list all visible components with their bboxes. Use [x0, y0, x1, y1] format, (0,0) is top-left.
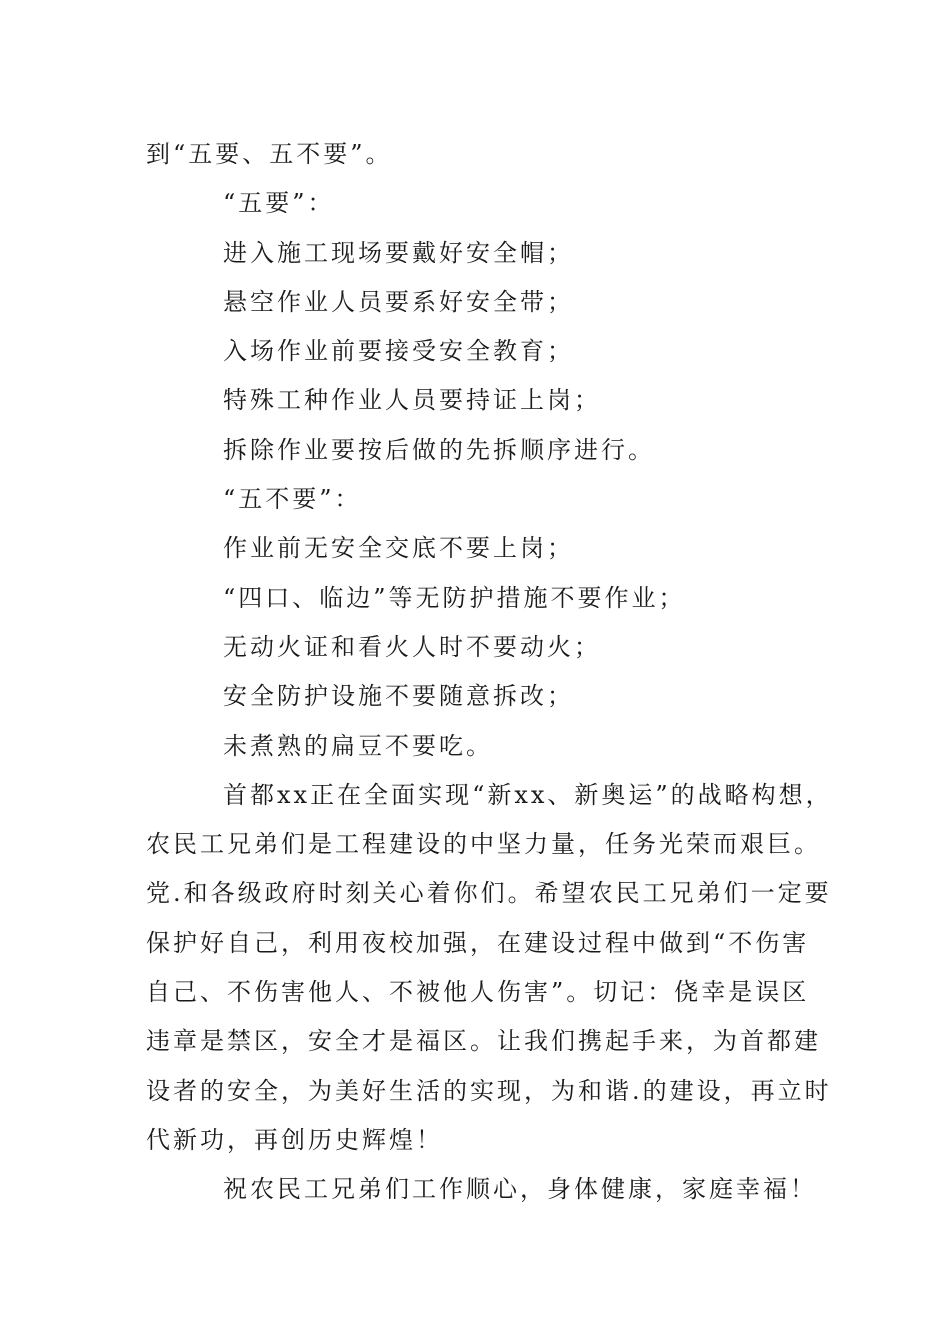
paragraph-line: 代新功，再创历史辉煌！ — [146, 1125, 443, 1154]
list-item: 悬空作业人员要系好安全带； — [223, 287, 574, 316]
list-item: 作业前无安全交底不要上岗； — [223, 534, 574, 563]
list-heading: “五要”： — [223, 189, 335, 218]
list-item: “四口、临边”等无防护措施不要作业； — [223, 583, 686, 612]
list-item: 特殊工种作业人员要持证上岗； — [223, 386, 601, 415]
text-line: 到“五要、五不要”。 — [146, 140, 393, 168]
paragraph-line: 保护好自己，利用夜校加强，在建设过程中做到“不伤害 — [146, 928, 810, 957]
closing-line: 祝农民工兄弟们工作顺心，身体健康，家庭幸福！ — [223, 1175, 817, 1204]
list-item: 无动火证和看火人时不要动火； — [223, 632, 601, 661]
paragraph-line: 党.和各级政府时刻关心着你们。希望农民工兄弟们一定要 — [146, 879, 832, 908]
paragraph-line: 首都xx正在全面实现“新xx、新奥运”的战略构想， — [223, 780, 833, 809]
list-item: 拆除作业要按后做的先拆顺序进行。 — [223, 435, 655, 464]
paragraph-line: 自己、不伤害他人、不被他人伤害”。切记：侥幸是误区 — [146, 978, 810, 1007]
list-heading: “五不要”： — [223, 485, 362, 514]
document-body — [146, 130, 836, 1215]
paragraph-line: 设者的安全，为美好生活的实现，为和谐.的建设，再立时 — [146, 1076, 832, 1105]
list-item: 入场作业前要接受安全教育； — [223, 337, 574, 366]
list-item: 安全防护设施不要随意拆改； — [223, 682, 574, 711]
list-item: 未煮熟的扁豆不要吃。 — [223, 731, 493, 760]
list-item: 进入施工现场要戴好安全帽； — [223, 238, 574, 267]
paragraph-line: 违章是禁区，安全才是福区。让我们携起手来，为首都建 — [146, 1027, 821, 1056]
paragraph-line: 农民工兄弟们是工程建设的中坚力量，任务光荣而艰巨。 — [146, 830, 821, 859]
